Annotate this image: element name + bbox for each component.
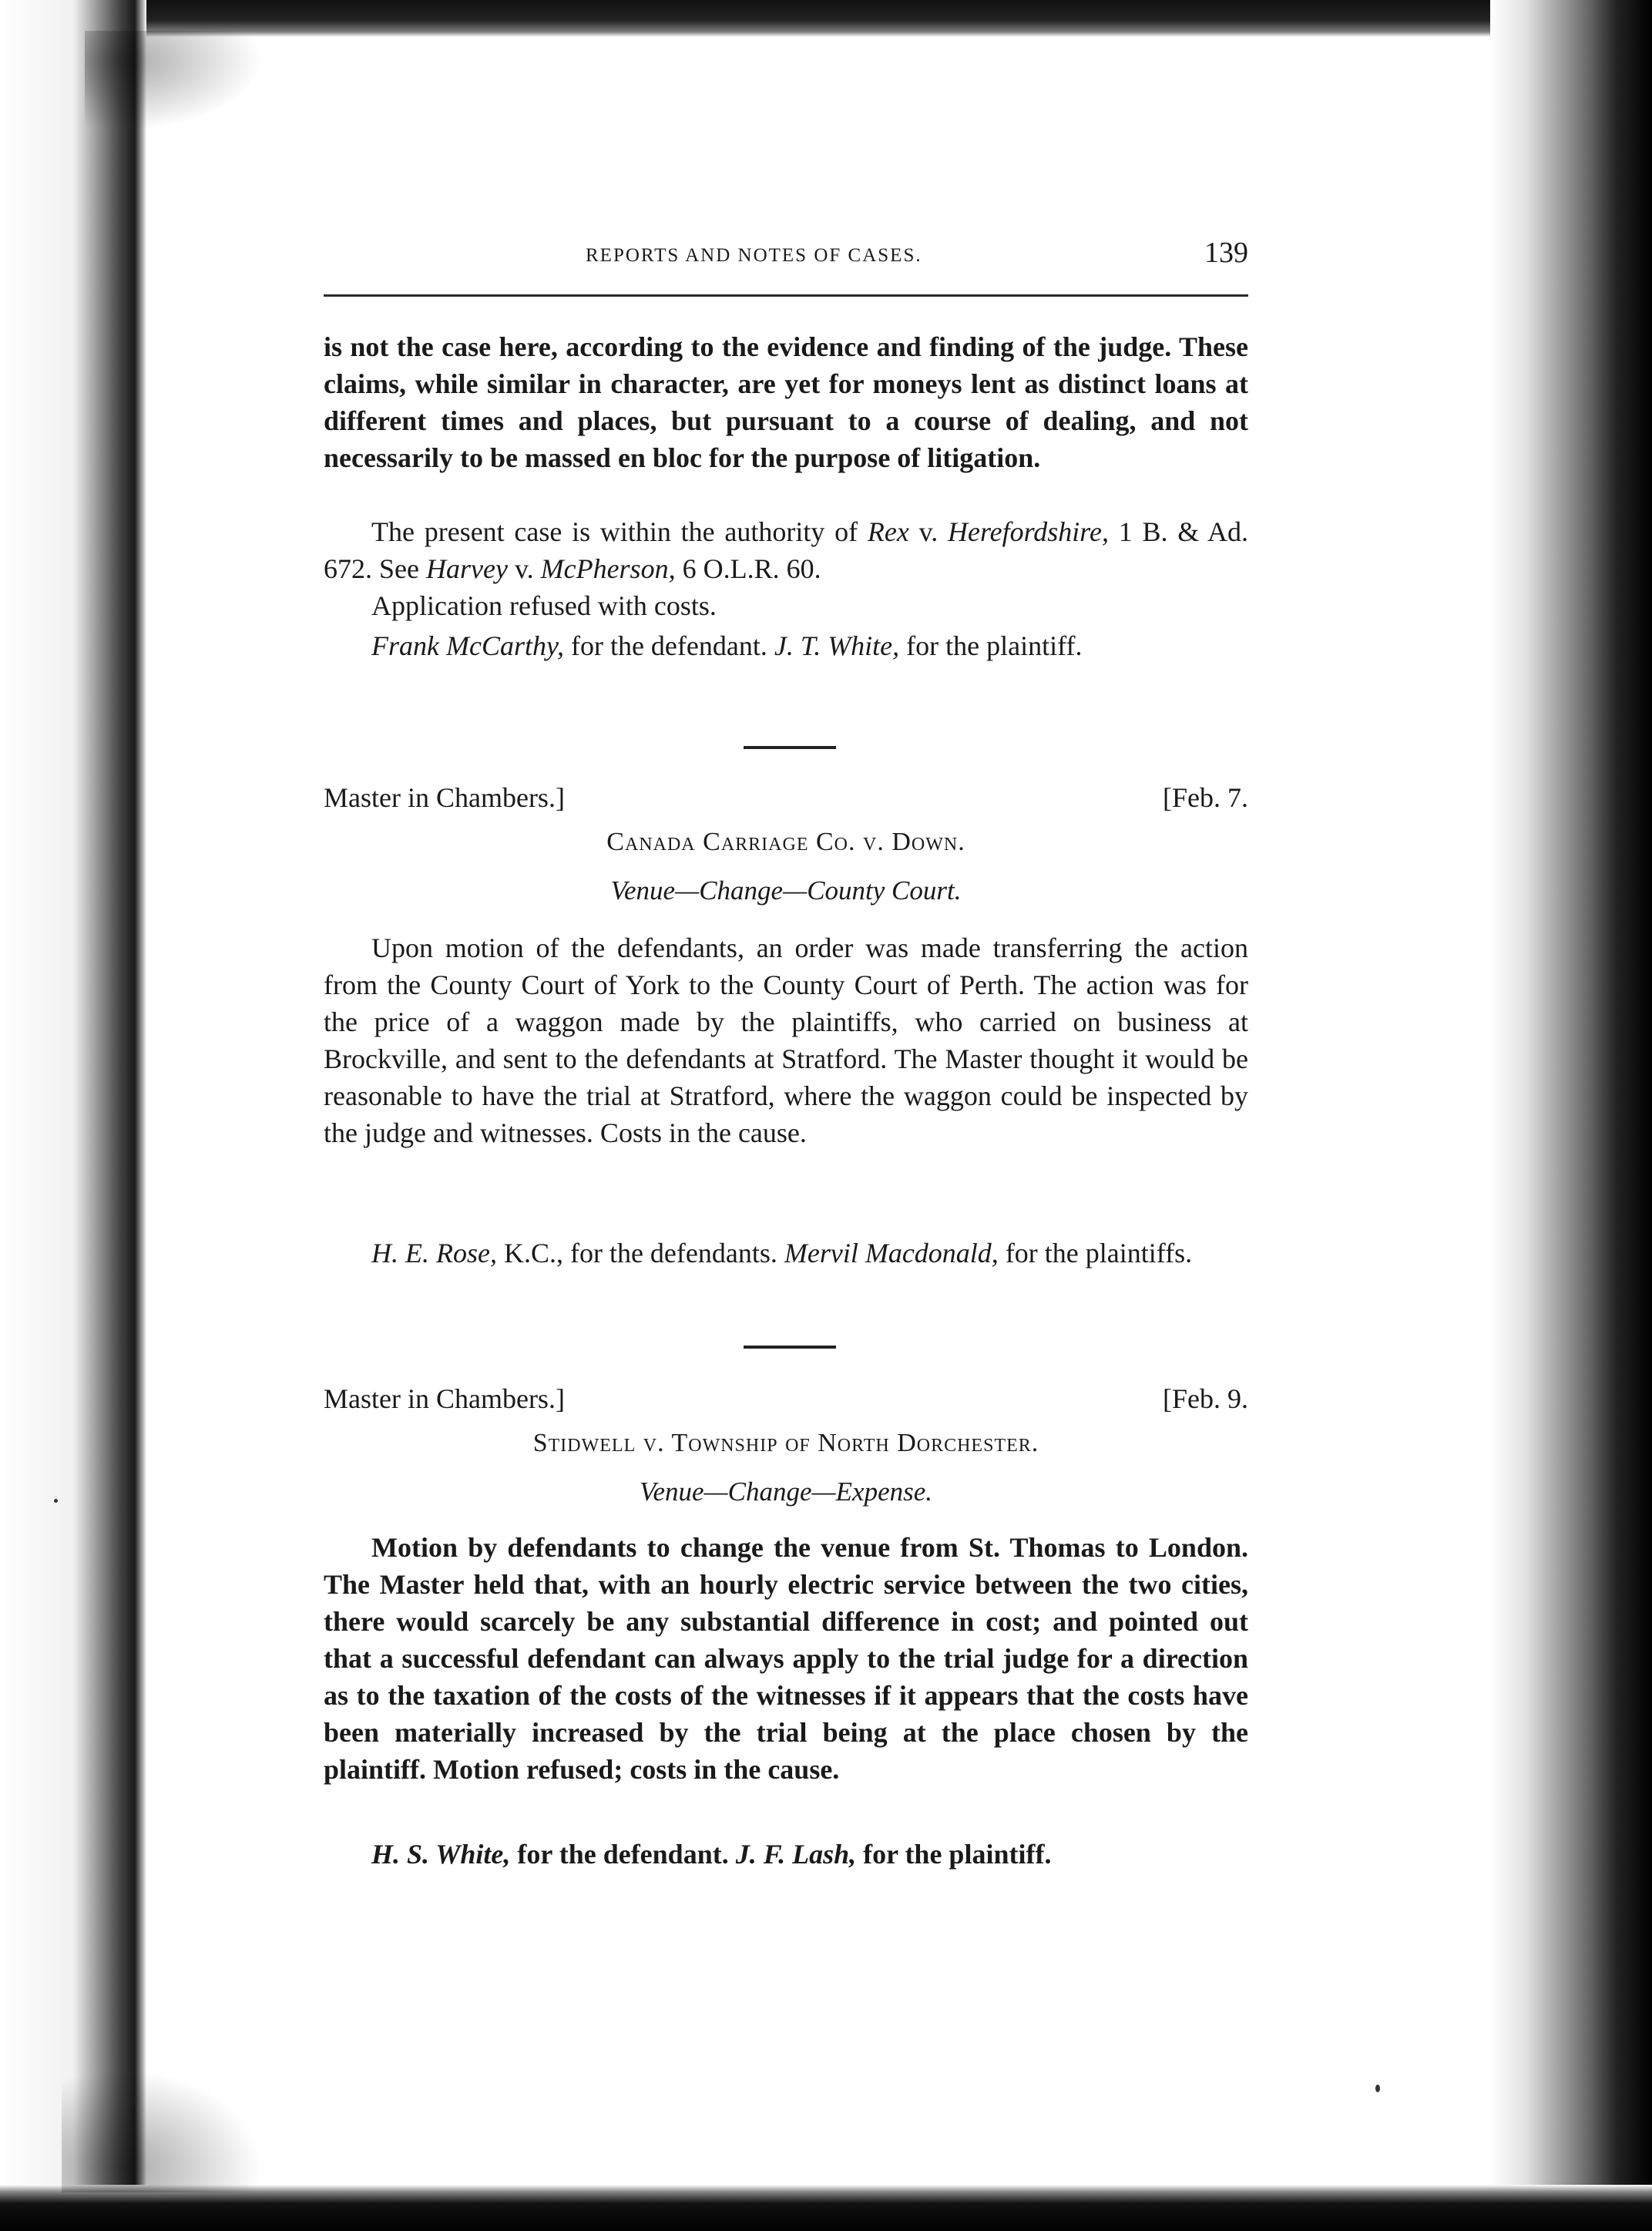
- counsel-name: J. T. White,: [774, 630, 900, 661]
- scan-left-edge: [0, 0, 146, 2231]
- text-run: The present case is within the authority of: [371, 516, 868, 547]
- case2-counsel: [324, 1235, 1248, 1272]
- case1-paragraph: is not the case here, according to the evidence and finding of the judge. These claims, while similar in character, are yet for moneys lent as distinct loans at different times and places, but pursuant to a course of dealing, and not necessarily to be massed en bloc for the purpose of litigation.: [324, 331, 1248, 473]
- running-head: [324, 231, 1248, 277]
- counsel-role: for the plaintiff.: [856, 1839, 1052, 1870]
- stray-mark: [54, 1499, 58, 1503]
- case-separator: [744, 746, 836, 749]
- counsel-role: K.C., for the defendants.: [496, 1238, 784, 1268]
- stray-mark: [1375, 2085, 1380, 2092]
- counsel-name: J. F. Lash,: [735, 1839, 857, 1870]
- header-rule: [324, 294, 1248, 297]
- text-run: 1 B. & Ad. 672. See: [324, 516, 1248, 584]
- case-citation: Harvey: [425, 553, 508, 584]
- case-date: [Feb. 9.: [1163, 1383, 1248, 1414]
- case2-subject: Venue—Change—County Court.: [610, 875, 962, 906]
- case1-authority-paragraph: [324, 513, 1248, 587]
- counsel-name: H. S. White,: [371, 1839, 511, 1870]
- case-citation: Herefordshire,: [947, 516, 1109, 547]
- text-run: 6 O.L.R. 60.: [675, 553, 821, 584]
- counsel-role: for the defendant.: [563, 630, 774, 661]
- court-name: Master in Chambers.]: [324, 1383, 565, 1414]
- scan-speckle-top-left: [85, 31, 262, 131]
- case3-title: Stidwell v. Township of North Dorchester.: [532, 1429, 1039, 1457]
- case-separator: [744, 1346, 836, 1349]
- case3-subject: Venue—Change—Expense.: [639, 1477, 933, 1507]
- page-number: 139: [1204, 237, 1248, 269]
- counsel-role: for the defendant.: [510, 1839, 736, 1870]
- scan-speckle-bottom-left: [62, 2069, 262, 2192]
- case-citation: Rex: [867, 516, 909, 547]
- case2-body: Upon motion of the defendants, an order was made transferring the action from the County Court of York to the County Court of Perth. The action was for the price of a waggon made by the plaintiffs, who carried on business at Brockville, and sent to the defendants at Stratford. The Master thought it would be reasonable to have the trial at Stratford, where the waggon could be inspected by the judge and witnesses. Costs in the cause.: [324, 932, 1248, 1148]
- counsel-name: H. E. Rose,: [371, 1238, 497, 1268]
- counsel-name: Mervil Macdonald,: [784, 1238, 999, 1268]
- court-name: Master in Chambers.]: [324, 782, 565, 813]
- case1-counsel: [324, 627, 1248, 664]
- case3-court-line: [324, 1383, 1248, 1420]
- scan-right-edge: [1490, 0, 1652, 2231]
- case3-body: Motion by defendants to change the venue from St. Thomas to London. The Master held that, with an hourly electric service between the two cities, there would scarcely be any substantial difference in cost; and pointed out that a successful defendant can always apply to the trial judge for a direction as to the taxation of the costs of the witnesses if it appears that the costs have been materially increased by the trial being at the place chosen by the plaintiff. Motion refused; costs in the cause.: [324, 1532, 1248, 1785]
- case3-counsel: [324, 1836, 1248, 1873]
- case1-disposition: Application refused with costs.: [371, 590, 717, 621]
- case2-court-line: [324, 781, 1248, 818]
- case-date: [Feb. 7.: [1163, 782, 1248, 813]
- text-run: v.: [507, 553, 541, 584]
- case2-title: Canada Carriage Co. v. Down.: [606, 828, 965, 856]
- case-citation: McPherson,: [540, 553, 676, 584]
- counsel-role: for the plaintiff.: [899, 630, 1083, 661]
- running-title: REPORTS AND NOTES OF CASES.: [586, 245, 922, 266]
- text-run: v.: [908, 516, 948, 547]
- counsel-name: Frank McCarthy,: [371, 630, 564, 661]
- counsel-role: for the plaintiffs.: [998, 1238, 1193, 1268]
